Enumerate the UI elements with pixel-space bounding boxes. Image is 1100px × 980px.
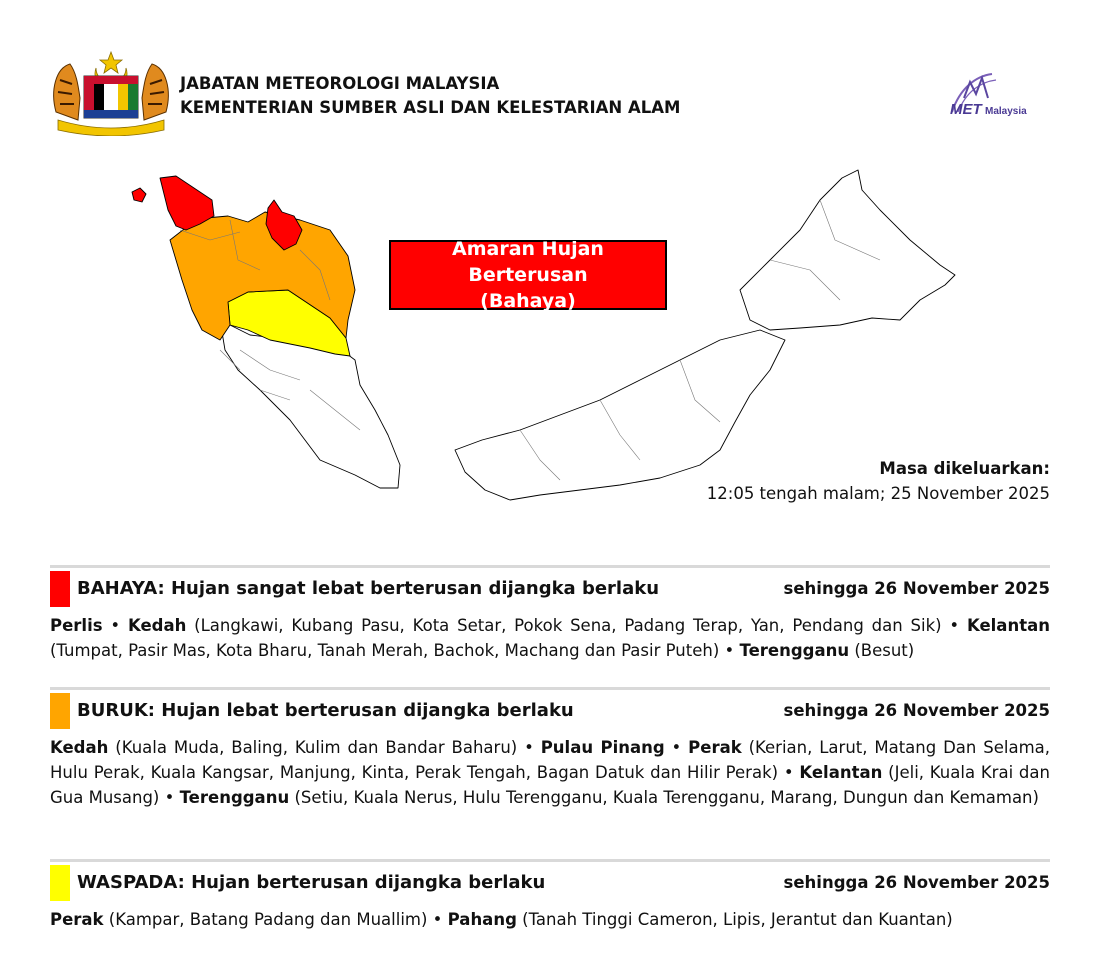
area-state: Kedah: [127, 616, 187, 635]
section-until-date: sehingga 26 November 2025: [783, 873, 1050, 892]
section-title: BURUK: Hujan lebat berterusan dijangka berlaku: [77, 700, 574, 721]
section-divider: [50, 859, 1050, 862]
ministry-name: KEMENTERIAN SUMBER ASLI DAN KELESTARIAN ALAM: [180, 98, 681, 117]
section-areas: [50, 735, 1050, 810]
area-state: Kelantan: [966, 616, 1050, 635]
area-separator: •: [778, 763, 800, 782]
logo-malaysia-text: Malaysia: [985, 106, 1027, 117]
area-separator: •: [719, 641, 740, 660]
agency-heading: [180, 72, 680, 120]
area-separator: •: [517, 738, 541, 757]
borneo-malaysia: [455, 170, 955, 500]
area-districts: (Kampar, Batang Padang dan Muallim): [103, 910, 428, 929]
area-districts: (Tumpat, Pasir Mas, Kota Bharu, Tanah Merah, Bachok, Machang dan Pasir Puteh): [50, 641, 720, 660]
warning-title-line2: (Bahaya): [480, 290, 576, 312]
area-state: Perak: [50, 910, 104, 929]
agency-name: JABATAN METEOROLOGI MALAYSIA: [180, 74, 500, 93]
section-header: [50, 865, 1050, 901]
section-header: [50, 571, 1050, 607]
warning-title-box: [389, 240, 667, 310]
area-districts: (Tanah Tinggi Cameron, Lipis, Jerantut dan Kuantan): [516, 910, 953, 929]
area-districts: (Jeli, Kuala Krai dan Gua Musang): [50, 763, 1050, 807]
area-separator: •: [159, 788, 180, 807]
area-state: Perlis: [50, 616, 103, 635]
area-districts: (Besut): [849, 641, 915, 660]
section-buruk: [50, 687, 1050, 810]
area-state: Terengganu: [739, 641, 850, 660]
section-areas: [50, 907, 1050, 932]
region-sabah: [740, 170, 955, 330]
area-state: Pahang: [447, 910, 517, 929]
section-until-date: sehingga 26 November 2025: [783, 701, 1050, 720]
buruk-color-swatch: [50, 693, 70, 729]
section-divider: [50, 687, 1050, 690]
area-state: Kelantan: [799, 763, 883, 782]
logo-met-text: MET: [950, 101, 982, 118]
waspada-color-swatch: [50, 865, 70, 901]
warning-title-line1: Amaran Hujan Berterusan: [452, 238, 604, 286]
issued-time: [707, 456, 1050, 506]
section-title: WASPADA: Hujan berterusan dijangka berlaku: [77, 872, 546, 893]
issued-value: 12:05 tengah malam; 25 November 2025: [706, 484, 1050, 503]
area-state: Pulau Pinang: [540, 738, 665, 757]
section-title: BAHAYA: Hujan sangat lebat berterusan dijangka berlaku: [77, 578, 660, 599]
section-until-date: sehingga 26 November 2025: [783, 579, 1050, 598]
met-malaysia-logo: [930, 68, 1050, 124]
area-separator: •: [102, 616, 128, 635]
area-state: Terengganu: [179, 788, 290, 807]
area-separator: •: [427, 910, 448, 929]
section-areas: [50, 613, 1050, 663]
coat-of-arms-icon: [50, 50, 172, 136]
bahaya-color-swatch: [50, 571, 70, 607]
section-divider: [50, 565, 1050, 568]
section-header: [50, 693, 1050, 729]
header: [50, 50, 1050, 140]
area-districts: (Langkawi, Kubang Pasu, Kota Setar, Pokok Sena, Padang Terap, Yan, Pendang dan Sik): [186, 616, 942, 635]
area-districts: (Kerian, Larut, Matang Dan Selama, Hulu Perak, Kuala Kangsar, Manjung, Kinta, Perak Tengah, Bagan Datuk dan Hilir Perak): [50, 738, 1051, 782]
area-districts: (Kuala Muda, Baling, Kulim dan Bandar Baharu): [108, 738, 518, 757]
issued-label: Masa dikeluarkan:: [879, 459, 1050, 478]
area-separator: •: [664, 738, 689, 757]
peninsular-malaysia: [132, 176, 400, 488]
area-state: Perak: [688, 738, 742, 757]
section-bahaya: [50, 565, 1050, 663]
section-waspada: [50, 859, 1050, 932]
area-separator: •: [941, 616, 967, 635]
area-districts: (Setiu, Kuala Nerus, Hulu Terengganu, Kuala Terengganu, Marang, Dungun dan Kemaman): [289, 788, 1039, 807]
region-bahaya-langkawi: [132, 188, 146, 202]
area-state: Kedah: [50, 738, 109, 757]
